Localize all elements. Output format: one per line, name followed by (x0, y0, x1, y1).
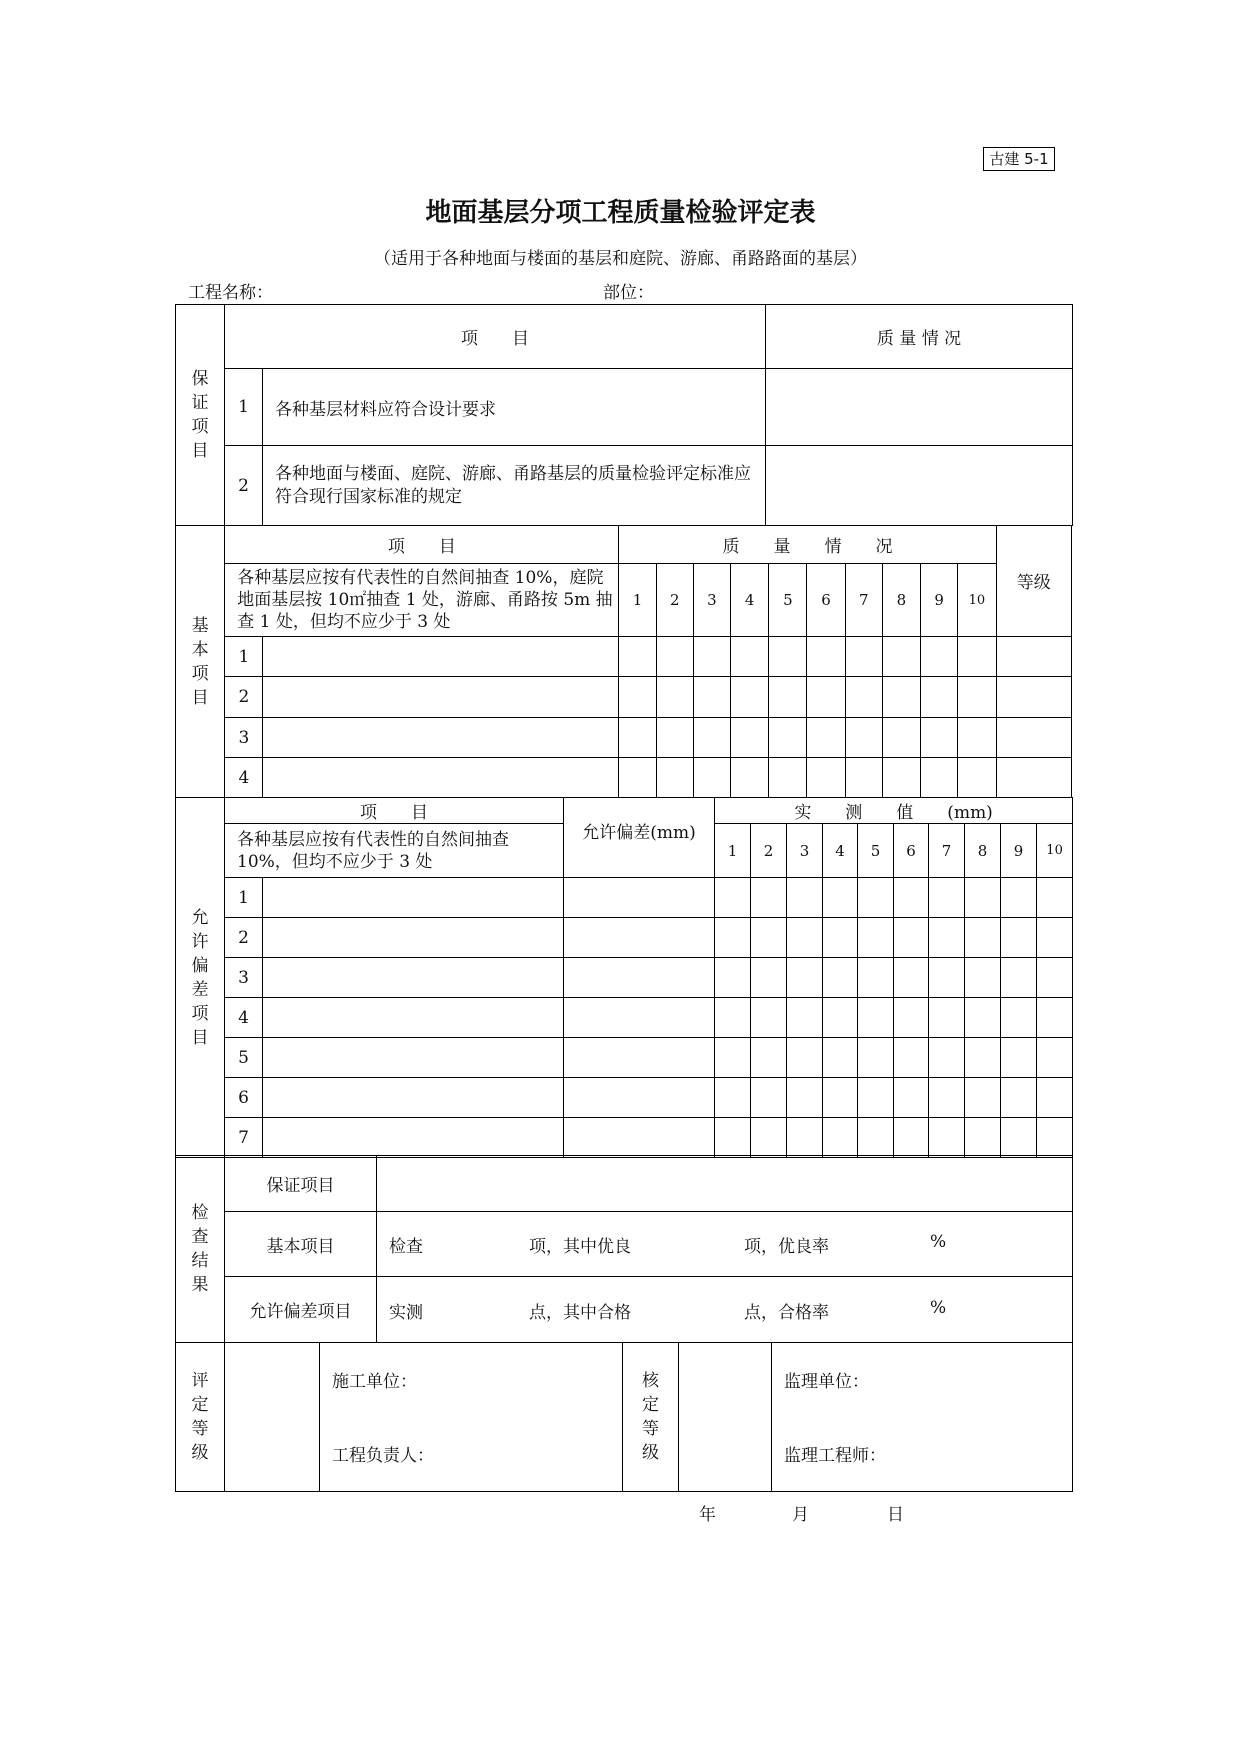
guarantee-row-quality[interactable] (766, 369, 1073, 446)
result-tol-points: 点，其中合格 (529, 1303, 631, 1323)
guarantee-header-item: 项 目 (225, 305, 766, 369)
tolerance-cell[interactable] (929, 1118, 965, 1158)
result-table (175, 1155, 1073, 1343)
tolerance-cell[interactable] (1037, 878, 1073, 918)
tolerance-cell[interactable] (965, 1118, 1001, 1158)
tolerance-cell[interactable] (787, 958, 823, 998)
basic-grade-cell[interactable] (996, 637, 1071, 677)
tolerance-cell[interactable] (929, 958, 965, 998)
form-title: 地面基层分项工程质量检验评定表 (425, 198, 816, 228)
basic-row (176, 677, 1072, 718)
guarantee-row-text: 各种基层材料应符合设计要求 (263, 369, 766, 446)
tolerance-col-header: 9 (1001, 824, 1037, 878)
tolerance-cell[interactable] (787, 878, 823, 918)
tolerance-cell[interactable] (1001, 998, 1037, 1038)
basic-row (176, 637, 1072, 677)
basic-col-header: 8 (882, 564, 920, 637)
verify-grade-label: 核定等级 (623, 1343, 679, 1492)
tolerance-row-no: 2 (225, 918, 263, 958)
basic-col-header: 10 (958, 564, 996, 637)
result-basic-pct: % (930, 1232, 947, 1252)
tolerance-cell[interactable] (715, 1038, 751, 1078)
tolerance-cell[interactable] (715, 1078, 751, 1118)
tolerance-cell[interactable] (858, 1118, 894, 1158)
basic-col-header: 2 (656, 564, 693, 637)
basic-row (176, 718, 1072, 758)
rating-supervision-cell (772, 1343, 1073, 1492)
guarantee-row-text: 各种地面与楼面、庭院、游廊、甬路基层的质量检验评定标准应符合现行国家标准的规定 (263, 446, 766, 526)
basic-cell[interactable] (882, 677, 920, 718)
tolerance-cell[interactable] (965, 1078, 1001, 1118)
basic-row (176, 758, 1072, 798)
result-side-label: 检查结果 (176, 1156, 225, 1343)
tolerance-row (176, 918, 1073, 958)
tolerance-cell[interactable] (858, 1038, 894, 1078)
basic-col-header: 6 (807, 564, 845, 637)
basic-cell[interactable] (619, 677, 656, 718)
tolerance-allow-cell[interactable] (564, 998, 715, 1038)
tolerance-cell[interactable] (858, 878, 894, 918)
tolerance-cell[interactable] (965, 998, 1001, 1038)
rating-side-label: 评定等级 (176, 1343, 225, 1492)
tolerance-cell[interactable] (894, 1038, 929, 1078)
basic-cell[interactable] (731, 637, 769, 677)
basic-cell[interactable] (619, 758, 656, 798)
tolerance-col-header: 1 (715, 824, 751, 878)
supervision-unit-label: 监理单位： (784, 1372, 869, 1392)
tolerance-cell[interactable] (1037, 958, 1073, 998)
tolerance-cell[interactable] (823, 918, 858, 958)
basic-cell[interactable] (693, 758, 730, 798)
basic-cell[interactable] (958, 718, 996, 758)
basic-cell[interactable] (769, 677, 807, 718)
basic-cell[interactable] (619, 718, 656, 758)
basic-col-header: 1 (619, 564, 656, 637)
tolerance-col-header: 10 (1037, 824, 1073, 878)
form-code: 古建 5-1 (983, 147, 1055, 171)
basic-row-item[interactable] (263, 718, 619, 758)
date-month: 月 (792, 1505, 809, 1525)
tolerance-cell[interactable] (751, 998, 787, 1038)
result-basic-value[interactable] (377, 1212, 1073, 1277)
tolerance-cell[interactable] (965, 918, 1001, 958)
tolerance-cell[interactable] (823, 878, 858, 918)
verify-grade-value[interactable] (679, 1343, 772, 1492)
basic-cell[interactable] (921, 718, 958, 758)
tolerance-cell[interactable] (715, 878, 751, 918)
tolerance-cell[interactable] (1001, 918, 1037, 958)
guarantee-row-no: 1 (225, 369, 263, 446)
basic-table (175, 525, 1072, 798)
rating-construction-cell (320, 1343, 623, 1492)
form-subtitle: （适用于各种地面与楼面的基层和庭院、游廊、甬路路面的基层） (374, 249, 867, 269)
basic-cell[interactable] (693, 718, 730, 758)
tolerance-row-no: 3 (225, 958, 263, 998)
construction-unit-label: 施工单位： (332, 1372, 417, 1392)
tolerance-col-header: 7 (929, 824, 965, 878)
tolerance-row (176, 1078, 1073, 1118)
tolerance-row-item[interactable] (263, 1038, 564, 1078)
tolerance-col-header: 2 (751, 824, 787, 878)
basic-cell[interactable] (882, 758, 920, 798)
tolerance-cell[interactable] (858, 1078, 894, 1118)
basic-cell[interactable] (845, 637, 882, 677)
tolerance-header-measured: 实 测 值 (mm) (715, 798, 1073, 824)
tolerance-row-no: 7 (225, 1118, 263, 1158)
tolerance-cell[interactable] (858, 998, 894, 1038)
guarantee-header-quality: 质 量 情 况 (766, 305, 1073, 369)
result-tol-measured: 实测 (389, 1303, 423, 1323)
tolerance-row-item[interactable] (263, 918, 564, 958)
basic-cell[interactable] (656, 677, 693, 718)
tolerance-cell[interactable] (787, 1118, 823, 1158)
basic-cell[interactable] (921, 758, 958, 798)
tolerance-cell[interactable] (1037, 918, 1073, 958)
tolerance-cell[interactable] (929, 1078, 965, 1118)
guarantee-table (175, 304, 1073, 526)
tolerance-cell[interactable] (751, 1118, 787, 1158)
tolerance-cell[interactable] (1037, 1038, 1073, 1078)
tolerance-col-header: 8 (965, 824, 1001, 878)
tolerance-cell[interactable] (965, 878, 1001, 918)
result-tol-value[interactable] (377, 1277, 1073, 1343)
tolerance-header-allow: 允许偏差(mm) (564, 798, 715, 878)
tolerance-cell[interactable] (894, 958, 929, 998)
basic-col-header: 7 (845, 564, 882, 637)
tolerance-cell[interactable] (787, 1038, 823, 1078)
tolerance-header-item: 项 目 (225, 798, 564, 824)
project-manager-label: 工程负责人： (332, 1446, 434, 1466)
tolerance-col-header: 6 (894, 824, 929, 878)
basic-col-header: 5 (769, 564, 807, 637)
basic-cell[interactable] (921, 637, 958, 677)
tolerance-allow-cell[interactable] (564, 878, 715, 918)
guarantee-row-no: 2 (225, 446, 263, 526)
basic-cell[interactable] (656, 637, 693, 677)
tolerance-cell[interactable] (929, 998, 965, 1038)
tolerance-row-item[interactable] (263, 1078, 564, 1118)
date-day: 日 (887, 1505, 904, 1525)
tolerance-col-header: 5 (858, 824, 894, 878)
tolerance-allow-cell[interactable] (564, 1038, 715, 1078)
tolerance-cell[interactable] (858, 958, 894, 998)
result-basic-rate: 项，优良率 (744, 1237, 829, 1257)
tolerance-cell[interactable] (751, 958, 787, 998)
tolerance-cell[interactable] (858, 918, 894, 958)
basic-cell[interactable] (958, 758, 996, 798)
basic-cell[interactable] (656, 718, 693, 758)
tolerance-cell[interactable] (751, 1078, 787, 1118)
tolerance-col-header: 3 (787, 824, 823, 878)
basic-cell[interactable] (769, 758, 807, 798)
tolerance-row-no: 5 (225, 1038, 263, 1078)
location-label: 部位： (603, 283, 654, 303)
basic-row-item[interactable] (263, 637, 619, 677)
result-tol-label: 允许偏差项目 (225, 1277, 377, 1343)
tolerance-cell[interactable] (787, 1078, 823, 1118)
basic-cell[interactable] (958, 677, 996, 718)
basic-cell[interactable] (882, 718, 920, 758)
project-name-label: 工程名称： (188, 283, 273, 303)
tolerance-cell[interactable] (894, 918, 929, 958)
basic-grade-cell[interactable] (996, 758, 1071, 798)
tolerance-cell[interactable] (823, 1078, 858, 1118)
tolerance-row-item[interactable] (263, 1118, 564, 1158)
tolerance-row (176, 958, 1073, 998)
basic-cell[interactable] (807, 637, 845, 677)
tolerance-cell[interactable] (1037, 1078, 1073, 1118)
result-basic-check: 检查 (389, 1237, 423, 1257)
tolerance-cell[interactable] (751, 1038, 787, 1078)
guarantee-row-quality[interactable] (766, 446, 1073, 526)
tolerance-allow-cell[interactable] (564, 918, 715, 958)
basic-cell[interactable] (807, 718, 845, 758)
basic-grade-cell[interactable] (996, 677, 1071, 718)
tolerance-row-item[interactable] (263, 958, 564, 998)
basic-cell[interactable] (845, 718, 882, 758)
tolerance-row-item[interactable] (263, 878, 564, 918)
tolerance-table (175, 797, 1073, 1158)
tolerance-cell[interactable] (715, 918, 751, 958)
guarantee-side-label: 保证项目 (176, 305, 225, 526)
basic-row-no: 2 (225, 677, 263, 718)
basic-cell[interactable] (731, 718, 769, 758)
basic-cell[interactable] (731, 677, 769, 718)
tolerance-cell[interactable] (823, 1038, 858, 1078)
basic-row-no: 3 (225, 718, 263, 758)
basic-col-header: 3 (693, 564, 730, 637)
tolerance-cell[interactable] (715, 958, 751, 998)
tolerance-cell[interactable] (929, 1038, 965, 1078)
tolerance-row-no: 6 (225, 1078, 263, 1118)
tolerance-row-item[interactable] (263, 998, 564, 1038)
tolerance-allow-cell[interactable] (564, 1078, 715, 1118)
tolerance-row-no: 1 (225, 878, 263, 918)
basic-cell[interactable] (807, 758, 845, 798)
tolerance-cell[interactable] (929, 918, 965, 958)
basic-cell[interactable] (619, 637, 656, 677)
result-basic-items: 项，其中优良 (529, 1237, 631, 1257)
tolerance-cell[interactable] (894, 1118, 929, 1158)
tolerance-cell[interactable] (823, 1118, 858, 1158)
tolerance-row (176, 1038, 1073, 1078)
basic-cell[interactable] (807, 677, 845, 718)
tolerance-cell[interactable] (1001, 958, 1037, 998)
tolerance-cell[interactable] (929, 878, 965, 918)
tolerance-col-header: 4 (823, 824, 858, 878)
result-tol-rate: 点，合格率 (744, 1303, 829, 1323)
basic-row-item[interactable] (263, 677, 619, 718)
tolerance-cell[interactable] (1001, 878, 1037, 918)
result-guarantee-label: 保证项目 (225, 1156, 377, 1212)
tolerance-cell[interactable] (1001, 1078, 1037, 1118)
basic-cell[interactable] (731, 758, 769, 798)
basic-cell[interactable] (769, 718, 807, 758)
tolerance-cell[interactable] (894, 998, 929, 1038)
tolerance-row (176, 998, 1073, 1038)
tolerance-cell[interactable] (715, 998, 751, 1038)
basic-cell[interactable] (693, 637, 730, 677)
basic-row-no: 1 (225, 637, 263, 677)
basic-col-header: 4 (731, 564, 769, 637)
tolerance-cell[interactable] (751, 878, 787, 918)
tolerance-allow-cell[interactable] (564, 1118, 715, 1158)
tolerance-cell[interactable] (751, 918, 787, 958)
tolerance-cell[interactable] (894, 878, 929, 918)
basic-cell[interactable] (845, 758, 882, 798)
rating-table (175, 1342, 1073, 1492)
tolerance-cell[interactable] (787, 918, 823, 958)
tolerance-row-no: 4 (225, 998, 263, 1038)
basic-cell[interactable] (882, 637, 920, 677)
date-year: 年 (699, 1505, 716, 1525)
tolerance-cell[interactable] (965, 1038, 1001, 1078)
basic-cell[interactable] (769, 637, 807, 677)
tolerance-cell[interactable] (894, 1078, 929, 1118)
basic-grade-cell[interactable] (996, 718, 1071, 758)
basic-cell[interactable] (845, 677, 882, 718)
basic-cell[interactable] (693, 677, 730, 718)
tolerance-desc: 各种基层应按有代表性的自然间抽查 10%，但均不应少于 3 处 (225, 824, 564, 878)
tolerance-cell[interactable] (787, 998, 823, 1038)
basic-side-label: 基本项目 (176, 526, 225, 798)
basic-desc: 各种基层应按有代表性的自然间抽查 10%，庭院地面基层按 10㎡抽查 1 处，游廊、甬路按 5m 抽查 1 处，但均不应少于 3 处 (225, 564, 619, 637)
tolerance-row (176, 1118, 1073, 1158)
tolerance-side-label: 允许偏差项目 (176, 798, 225, 1158)
basic-header-item: 项 目 (225, 526, 619, 564)
result-tol-pct: % (930, 1298, 947, 1318)
basic-cell[interactable] (958, 637, 996, 677)
tolerance-cell[interactable] (715, 1118, 751, 1158)
result-basic-label: 基本项目 (225, 1212, 377, 1277)
supervising-engineer-label: 监理工程师： (784, 1446, 886, 1466)
tolerance-allow-cell[interactable] (564, 958, 715, 998)
basic-header-grade: 等级 (996, 526, 1071, 637)
basic-cell[interactable] (921, 677, 958, 718)
basic-header-quality: 质 量 情 况 (619, 526, 996, 564)
rating-grade-value[interactable] (225, 1343, 320, 1492)
tolerance-cell[interactable] (965, 958, 1001, 998)
tolerance-cell[interactable] (1037, 1118, 1073, 1158)
tolerance-row (176, 878, 1073, 918)
tolerance-cell[interactable] (1037, 998, 1073, 1038)
tolerance-cell[interactable] (823, 998, 858, 1038)
basic-col-header: 9 (921, 564, 958, 637)
basic-row-item[interactable] (263, 758, 619, 798)
tolerance-cell[interactable] (823, 958, 858, 998)
basic-cell[interactable] (656, 758, 693, 798)
result-guarantee-value[interactable] (377, 1156, 1073, 1212)
basic-row-no: 4 (225, 758, 263, 798)
tolerance-cell[interactable] (1001, 1038, 1037, 1078)
tolerance-cell[interactable] (1001, 1118, 1037, 1158)
